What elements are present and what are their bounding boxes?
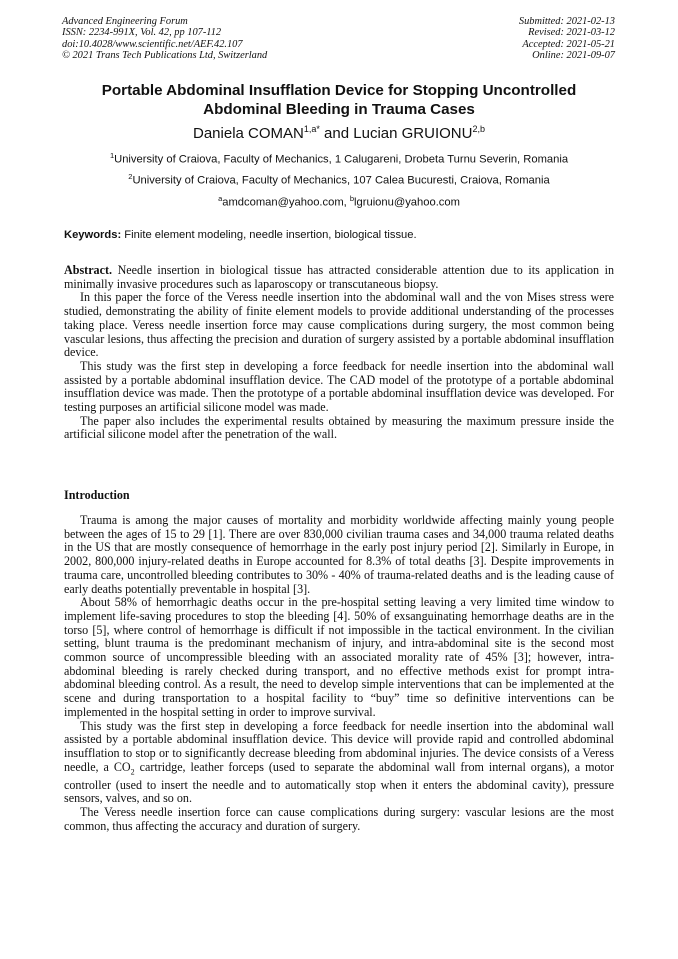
journal-doi: doi:10.4028/www.scientific.net/AEF.42.107	[62, 38, 243, 50]
author-conjunction: and	[319, 125, 354, 142]
email-b-marker: b	[349, 194, 355, 203]
intro-paragraph-4: The Veress needle insertion force can cause complications during surgery: vascular lesions are the most common, thus affecting the accuracy and duration of surgery.	[64, 805, 614, 833]
affiliation-2	[40, 172, 638, 187]
abstract-paragraph-1	[64, 264, 614, 291]
email-a: amdcoman@yahoo.com,	[222, 196, 350, 209]
intro-paragraph-3-part-a: This study was the first step in developing a force feedback for needle insertion into the abdominal wall assisted by a portable abdominal insufflation device. This device will provide rapid and controlled abdominal insufflation to stop or to significantly decrease bleeding from abdominal injuries. The device consists of a Veress needle, a CO	[64, 718, 614, 774]
keywords-label: Keywords:	[64, 229, 122, 241]
affiliation-2-text: University of Craiova, Faculty of Mechanics, 107 Calea Bucuresti, Craiova, Romania	[132, 174, 550, 187]
title-line-1: Portable Abdominal Insufflation Device for Stopping Uncontrolled	[101, 82, 577, 99]
affiliation-1-text: University of Craiova, Faculty of Mechanics, 1 Calugareni, Drobeta Turnu Severin, Romania	[114, 153, 569, 166]
co2-subscript: 2	[130, 767, 135, 777]
intro-paragraph-3	[64, 720, 614, 807]
paper-title	[40, 82, 638, 119]
abstract-label: Abstract.	[64, 263, 113, 277]
abstract-section	[64, 264, 614, 442]
journal-name: Advanced Engineering Forum	[62, 16, 188, 27]
date-submitted: Submitted: 2021-02-13	[518, 16, 615, 27]
journal-issn: ISSN: 2234-991X, Vol. 42, pp 107-112	[62, 27, 222, 39]
email-a-marker: a	[218, 194, 223, 203]
intro-paragraph-1: Trauma is among the major causes of mortality and morbidity worldwide affecting mainly young people between the ages of 15 to 29 [1]. There are over 830,000 civilian trauma cases and 34,000 trauma related deaths in the US that are mostly consequence of hemorrhage in the early post injury period [2]. Similarly in Europe, in 2002, 800,000 injury-related deaths in Europe accounted for 8.3% of total deaths [3]. Despite improvements in trauma care, uncontrolled bleeding contributes to 30% - 40% of trauma-related deaths and is the leading cause of early deaths potentially preventable in hospital [3].	[64, 513, 614, 596]
keywords-text: Finite element modeling, needle insertion, biological tissue.	[121, 229, 417, 241]
abstract-paragraph-2: In this paper the force of the Veress needle insertion into the abdominal wall and the von Mises stress were studied, demonstrating the ability of finite element models to provide additional understanding of the processes taking place. Veress needle insertion force may cause complications during surgery, the most common being vascular lesions, thus affecting the precision and duration of surgery assisted by a portable abdominal insufflation device.	[64, 290, 614, 360]
date-accepted: Accepted: 2021-05-21	[522, 38, 615, 50]
section-heading-introduction: Introduction	[64, 488, 130, 502]
journal-copyright: © 2021 Trans Tech Publications Ltd, Switzerland	[62, 49, 268, 61]
author-emails	[40, 194, 638, 209]
publication-dates	[519, 16, 615, 61]
intro-paragraph-3-part-b: cartridge, leather forceps (used to separate the abdominal wall from internal organs), a motor controller (used to insert the needle and to automatically stop when it enters the abdominal cavity), pressure sensors, valves, and so on.	[64, 759, 614, 806]
abstract-text-1: Needle insertion in biological tissue has attracted considerable attention due to its application in minimally invasive procedures such as laparoscopy or transcutaneous biopsy.	[64, 263, 614, 291]
abstract-paragraph-3: This study was the first step in developing a force feedback for needle insertion into the abdominal wall assisted by a portable abdominal insufflation device. The CAD model of the prototype of a portable abdominal insufflation device was made. Then the prototype of a portable abdominal insufflation device was developed. For testing purposes an artificial silicone model was made.	[64, 358, 614, 415]
author-2-affiliation: 2,b	[472, 124, 485, 134]
keywords	[64, 229, 614, 241]
author-1-name: Daniela COMAN	[193, 125, 304, 142]
affiliation-1-marker: 1	[109, 151, 115, 160]
affiliation-2-marker: 2	[128, 172, 133, 181]
date-online: Online: 2021-09-07	[532, 49, 615, 61]
abstract-paragraph-4: The paper also includes the experimental results obtained by measuring the maximum pressure inside the artificial silicone model after the penetration of the wall.	[64, 413, 614, 442]
email-b: lgruionu@yahoo.com	[354, 196, 460, 209]
introduction-section	[64, 514, 614, 834]
author-list	[40, 124, 638, 142]
title-line-2: Abdominal Bleeding in Trauma Cases	[203, 100, 475, 118]
journal-info	[62, 16, 267, 61]
author-2-name: Lucian GRUIONU	[353, 125, 473, 142]
author-1-affiliation: 1,a*	[303, 124, 320, 134]
intro-paragraph-2: About 58% of hemorrhagic deaths occur in the pre-hospital setting leaving a very limited time window to implement life-saving procedures to stop the bleeding [4]. 50% of exsanguinating hemorrhage deaths are in the torso [5], where control of hemorrhage is difficult if not impossible in the tactical environment. In the civilian setting, blunt trauma is the predominant mechanism of injury, and intra-abdominal site is the second most common source of uncompressible bleeding with an associated morality rate of 45% [3]; however, intra-abdominal bleeding is rarely checked during transport, and no effective methods exist for prompt intra-abdominal bleeding control. As a result, the need to develop simple interventions that can be implemented at the scene and during transportation to a hospital facility to “buy” time so definitive interventions can be implemented in the hospital setting in order to improve survival.	[64, 595, 614, 719]
affiliation-1	[40, 151, 638, 166]
date-revised: Revised: 2021-03-12	[528, 27, 615, 39]
